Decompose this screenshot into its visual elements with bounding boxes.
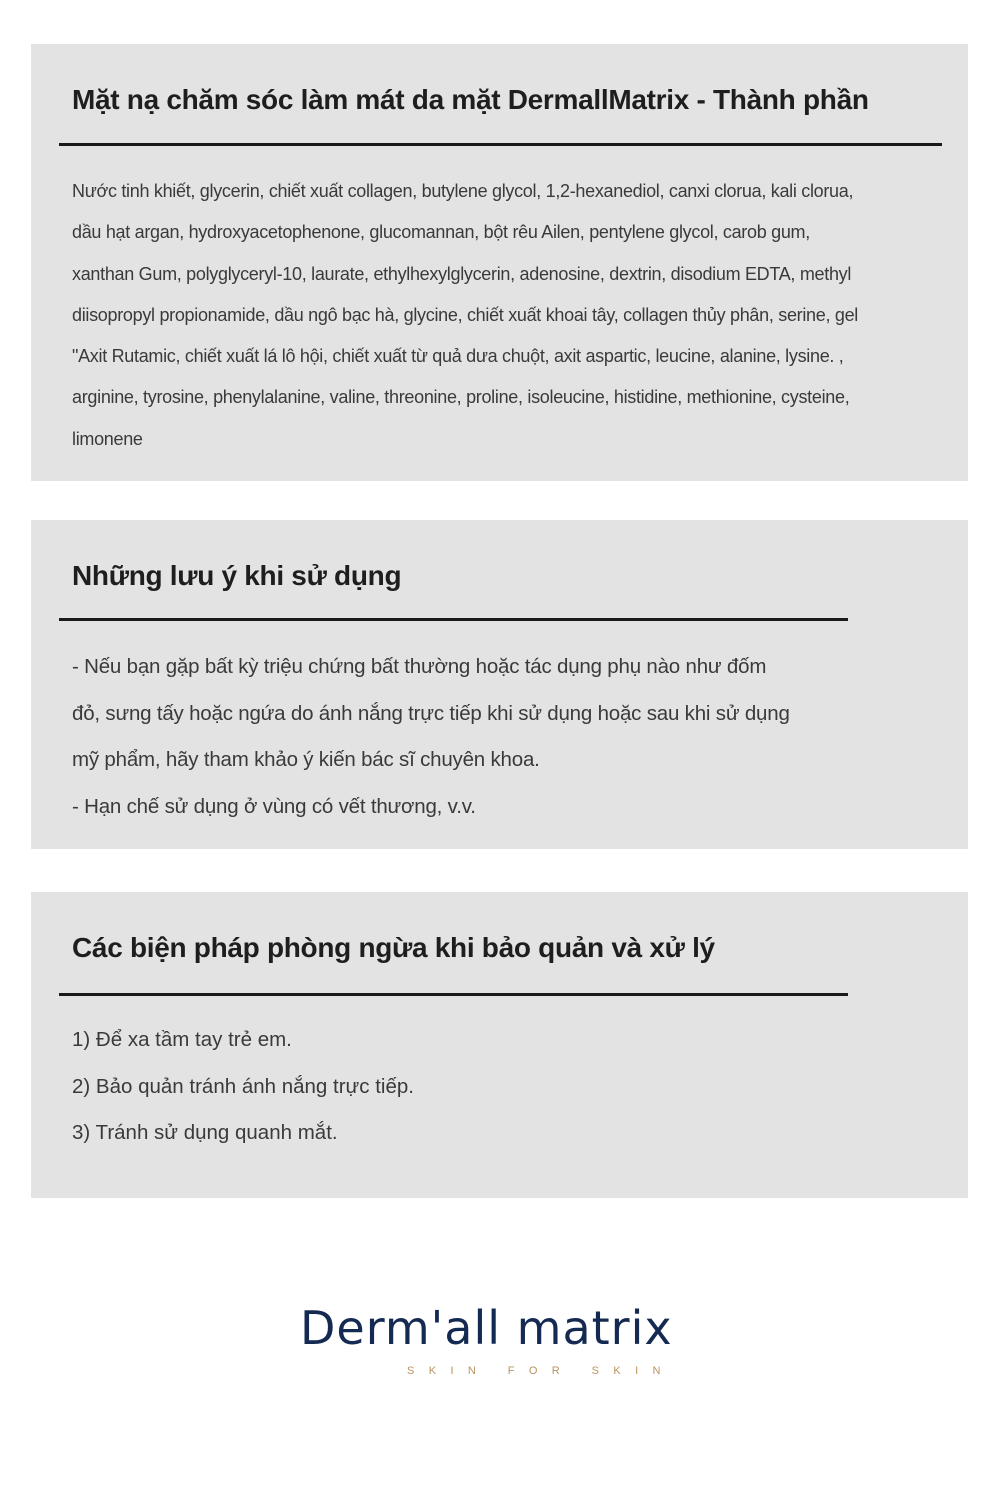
logo-tagline: SKIN FOR SKIN: [407, 1365, 675, 1377]
ingredients-line: dầu hạt argan, hydroxyacetophenone, glucomannan, bột rêu Ailen, pentylene glycol, carob gum,: [72, 222, 810, 243]
ingredients-line: xanthan Gum, polyglyceryl-10, laurate, ethylhexylglycerin, adenosine, dextrin, disodium EDTA, methyl: [72, 263, 852, 284]
storage-text: [72, 1017, 862, 1157]
ingredients-line: arginine, tyrosine, phenylalanine, valine, threonine, proline, isoleucine, histidine, methionine, cysteine,: [72, 387, 850, 408]
storage-item: 2) Bảo quản tránh ánh nắng trực tiếp.: [72, 1074, 414, 1098]
storage-item: 1) Để xa tầm tay trẻ em.: [72, 1028, 292, 1051]
usage-note-line: mỹ phẩm, hãy tham khảo ý kiến bác sĩ chuyên khoa.: [72, 748, 540, 772]
ingredients-title: Mặt nạ chăm sóc làm mát da mặt DermallMatrix - Thành phần: [72, 84, 869, 115]
ingredients-line: Nước tinh khiết, glycerin, chiết xuất collagen, butylene glycol, 1,2-hexanediol, canxi clorua, kali clorua,: [72, 181, 854, 201]
ingredients-line: limonene: [72, 428, 143, 449]
usage-notes-title: Những lưu ý khi sử dụng: [72, 560, 402, 591]
storage-section: [31, 892, 968, 1198]
ingredients-divider: [59, 143, 942, 146]
usage-note-line: - Hạn chế sử dụng ở vùng có vết thương, v.v.: [72, 795, 476, 819]
logo-wordmark: Derm'all matrix: [300, 1301, 673, 1355]
storage-divider: [59, 993, 848, 996]
usage-note-line: đỏ, sưng tấy hoặc ngứa do ánh nắng trực tiếp khi sử dụng hoặc sau khi sử dụng: [72, 701, 790, 725]
ingredients-line: diisopropyl propionamide, dầu ngô bạc hà, glycine, chiết xuất khoai tây, collagen thủy phân, serine, gel: [72, 304, 858, 325]
usage-notes-text: [72, 644, 862, 831]
ingredients-text: [72, 171, 940, 460]
brand-logo: [300, 1301, 700, 1385]
ingredients-section: [31, 44, 968, 481]
usage-notes-divider: [59, 618, 848, 621]
storage-item: 3) Tránh sử dụng quanh mắt.: [72, 1121, 338, 1145]
storage-title: Các biện pháp phòng ngừa khi bảo quản và xử lý: [72, 932, 715, 963]
ingredients-line: "Axit Rutamic, chiết xuất lá lô hội, chiết xuất từ quả dưa chuột, axit aspartic, leucine, alanine, lysine. ,: [72, 346, 844, 367]
usage-notes-section: [31, 520, 968, 849]
usage-note-line: - Nếu bạn gặp bất kỳ triệu chứng bất thường hoặc tác dụng phụ nào như đốm: [72, 655, 767, 678]
